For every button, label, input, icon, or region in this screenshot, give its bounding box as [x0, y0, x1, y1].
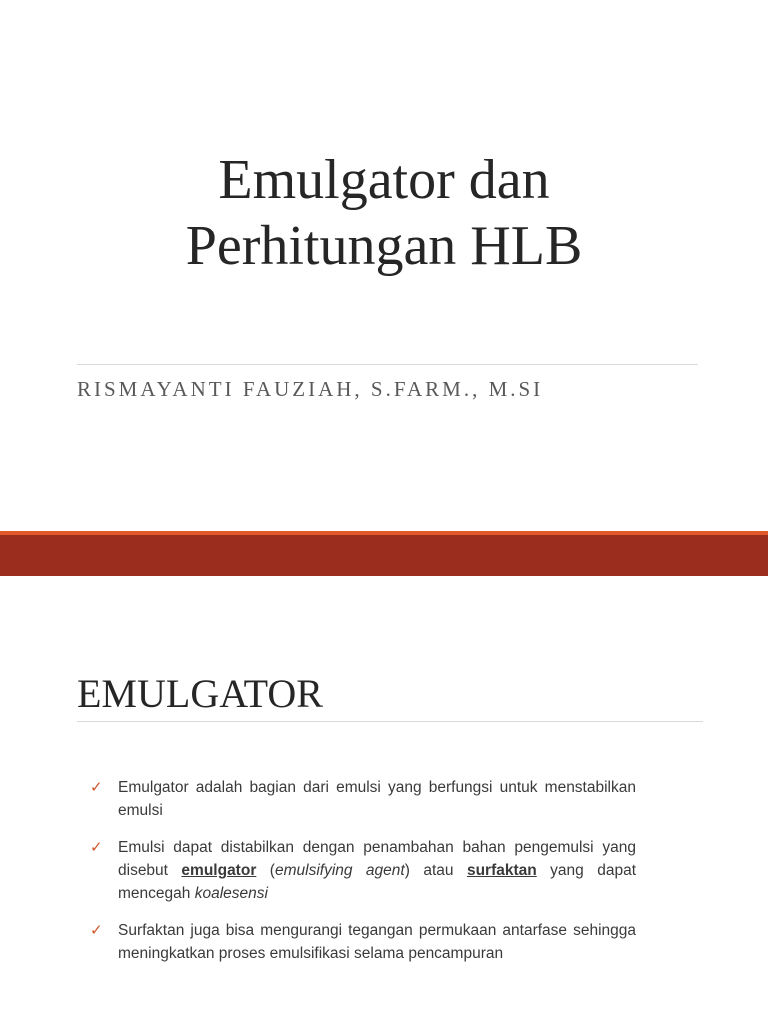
check-icon: ✓ — [90, 921, 103, 939]
list-item — [90, 836, 636, 905]
bullet-text-part: yang dapat mencegah — [118, 862, 637, 902]
list-item — [90, 776, 636, 822]
check-icon: ✓ — [90, 778, 103, 796]
slide-separator-bar — [0, 535, 768, 576]
bullet-list — [90, 776, 636, 979]
title-divider — [77, 364, 698, 365]
bullet-text: Surfaktan juga bisa mengurangi tegangan permukaan antarfase sehingga meningkatkan proses emulsifikasi selama pencampuran — [118, 922, 636, 962]
italic-term: emulsifying agent — [274, 862, 405, 879]
bullet-text-part: Emulsi dapat distabilkan dengan penambahan bahan pengemulsi yang disebut — [118, 839, 636, 879]
heading-divider — [77, 721, 703, 722]
list-item — [90, 919, 636, 965]
bullet-text-part: ( — [256, 862, 275, 879]
check-icon: ✓ — [90, 838, 103, 856]
keyword-surfaktan: surfaktan — [466, 862, 537, 879]
bullet-text-part: ) atau — [404, 862, 467, 879]
title-line-1: Emulgator dan — [218, 149, 550, 211]
presentation-title — [0, 147, 768, 279]
keyword-emulgator: emulgator — [181, 862, 257, 879]
section-heading: EMULGATOR — [77, 671, 323, 716]
italic-term: koalesensi — [194, 885, 268, 902]
title-line-2: Perhitungan HLB — [185, 215, 583, 277]
bullet-text: Emulgator adalah bagian dari emulsi yang berfungsi untuk menstabilkan emulsi — [118, 779, 636, 819]
author-subtitle: RISMAYANTI FAUZIAH, S.FARM., M.SI — [77, 377, 544, 401]
